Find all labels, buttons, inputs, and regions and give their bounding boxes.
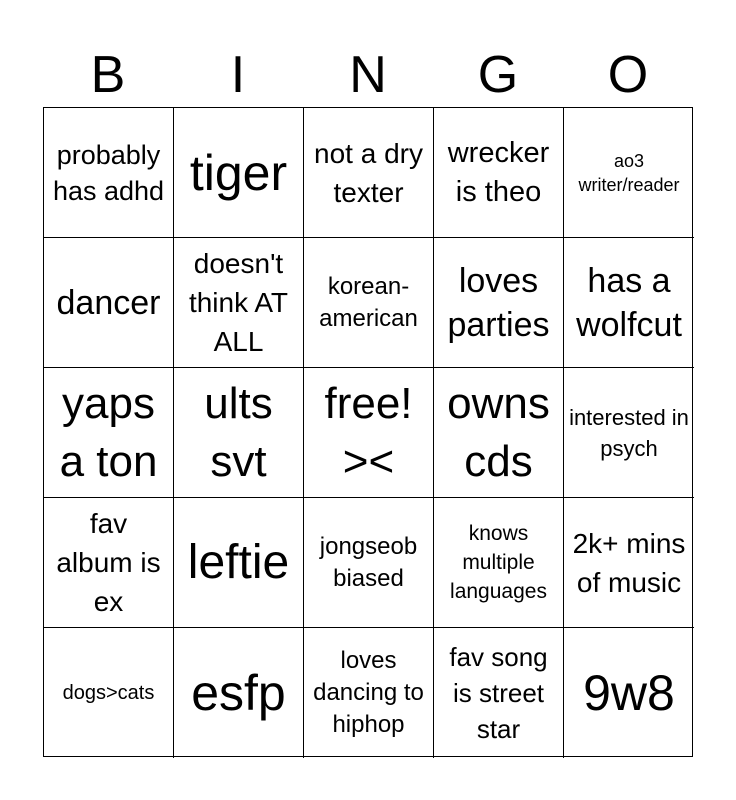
bingo-cell[interactable] [304, 628, 434, 758]
bingo-cell[interactable] [434, 628, 564, 758]
bingo-cell[interactable] [44, 368, 174, 498]
bingo-cell[interactable] [44, 238, 174, 368]
bingo-cell[interactable] [174, 628, 304, 758]
cell-text: free! >< [324, 378, 413, 486]
bingo-cell[interactable] [304, 108, 434, 238]
cell-text: not a dry texter [314, 137, 423, 208]
bingo-cell[interactable] [174, 368, 304, 498]
bingo-cell[interactable] [44, 498, 174, 628]
bingo-cell[interactable] [44, 628, 174, 758]
cell-text: 9w8 [583, 665, 675, 721]
bingo-cell[interactable] [564, 238, 694, 368]
bingo-cell[interactable] [304, 498, 434, 628]
cell-text: has a wolfcut [576, 261, 682, 344]
cell-text: fav album is ex [56, 508, 161, 617]
bingo-cell[interactable] [434, 238, 564, 368]
cell-text: fav song is street star [449, 642, 548, 744]
cell-text: dogs>cats [62, 682, 155, 704]
bingo-cell[interactable] [44, 108, 174, 238]
cell-text: doesn't think AT ALL [188, 248, 289, 357]
header-letter-o: O [607, 46, 649, 104]
cell-text: interested in psych [569, 404, 689, 461]
header-letter-i: I [230, 46, 246, 104]
bingo-cell[interactable] [174, 238, 304, 368]
cell-text: dancer [56, 283, 161, 322]
cell-text: loves parties [447, 261, 550, 344]
bingo-cell[interactable] [564, 368, 694, 498]
header-letter-g: G [477, 46, 519, 104]
header-letter-b: B [90, 46, 126, 104]
cell-text: tiger [189, 144, 288, 201]
bingo-board [43, 107, 693, 757]
bingo-cell[interactable] [564, 498, 694, 628]
cell-text: loves dancing to hiphop [313, 647, 424, 738]
cell-text: ao3 writer/reader [578, 150, 680, 195]
bingo-header [43, 44, 693, 106]
cell-text: knows multiple languages [450, 522, 547, 603]
cell-text: yaps a ton [59, 378, 158, 486]
bingo-cell[interactable] [304, 368, 434, 498]
cell-text: jongseob biased [319, 532, 418, 592]
bingo-cell[interactable] [434, 108, 564, 238]
bingo-cell[interactable] [174, 108, 304, 238]
cell-text: leftie [187, 535, 290, 589]
cell-text: korean-american [319, 272, 418, 332]
cell-text: wrecker is theo [447, 136, 550, 208]
cell-text: owns cds [447, 378, 550, 486]
bingo-cell[interactable] [434, 368, 564, 498]
bingo-cell[interactable] [434, 498, 564, 628]
bingo-cell[interactable] [564, 628, 694, 758]
cell-text: 2k+ mins of music [572, 527, 686, 598]
cell-text: ults svt [204, 378, 273, 486]
header-letter-n: N [349, 46, 387, 104]
bingo-cell[interactable] [564, 108, 694, 238]
bingo-cell[interactable] [304, 238, 434, 368]
bingo-cell[interactable] [174, 498, 304, 628]
cell-text: probably has adhd [52, 139, 165, 206]
cell-text: esfp [191, 665, 286, 721]
